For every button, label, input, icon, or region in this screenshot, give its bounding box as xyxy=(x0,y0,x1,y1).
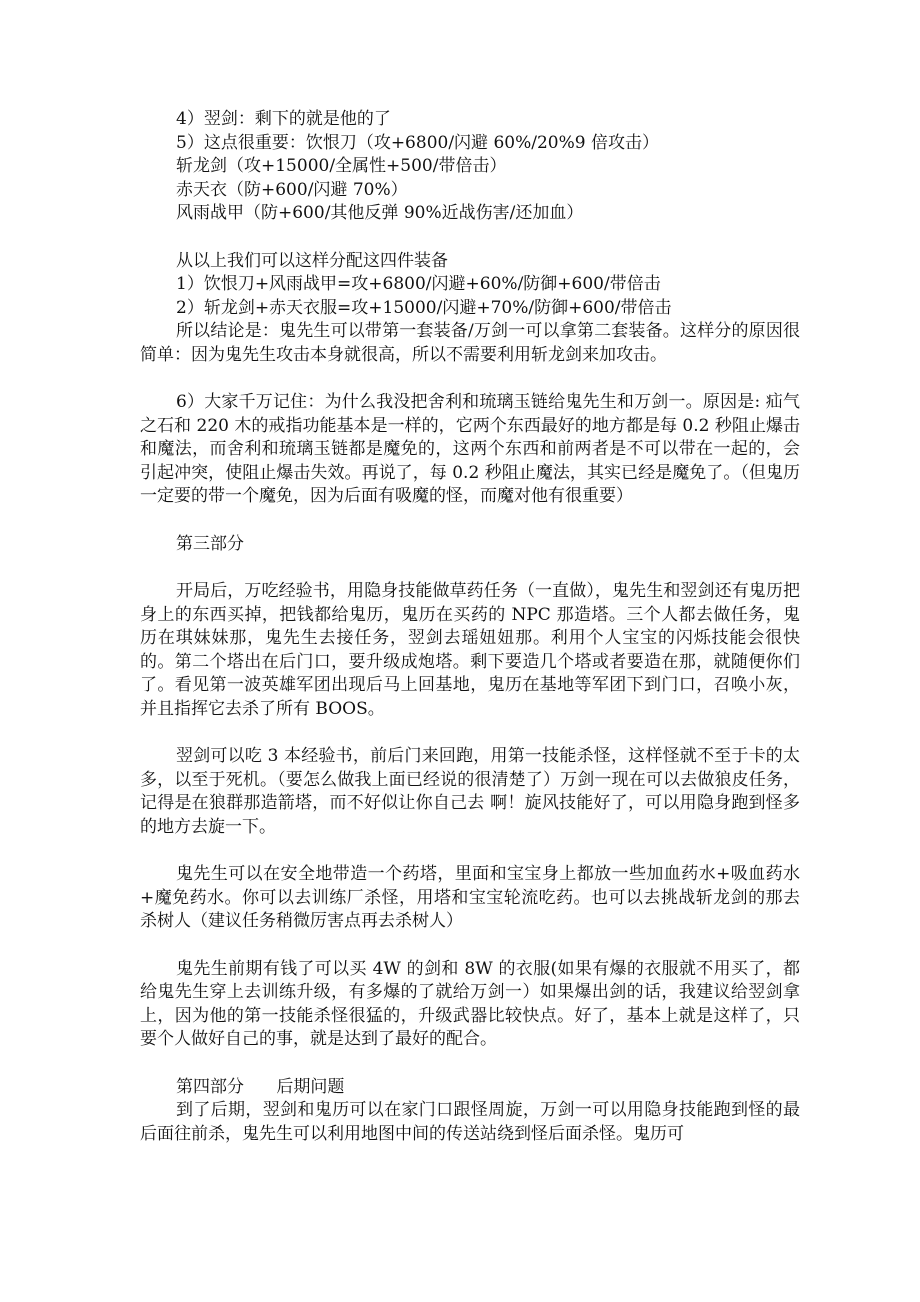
part3-paragraph-3: 鬼先生可以在安全地带造一个药塔，里面和宝宝身上都放一些加血药水+吸血药水+魔免药水。你可以去训练厂杀怪，用塔和宝宝轮流吃药。也可以去挑战斩龙剑的那去杀树人（建议任务稍微厉害点再去杀树人） xyxy=(140,864,800,931)
paragraph-gap xyxy=(140,1052,800,1076)
part4-paragraph-1: 到了后期，翌剑和鬼历可以在家门口跟怪周旋，万剑一可以用隐身技能跑到怪的最后面往前杀，鬼先生可以利用地图中间的传送站绕到怪后面杀怪。鬼历可 xyxy=(140,1100,800,1144)
section-heading-part3: 第三部分 xyxy=(176,533,244,554)
document-body xyxy=(140,108,800,1146)
allocation-item-1: 1）饮恨刀+风雨战甲=攻+6800/闪避+60%/防御+600/带倍击 xyxy=(176,274,661,294)
paragraph-gap xyxy=(140,934,800,958)
equipment-item-fengyuzhanjia: 风雨战甲（防+600/其他反弹 90%近战伤害/还加血） xyxy=(176,203,584,223)
part3-paragraph-1: 开局后，万吃经验书，用隐身技能做草药任务（一直做），鬼先生和翌剑还有鬼历把身上的东西买掉，把钱都给鬼历，鬼历在买药的 NPC 那造塔。三个人都去做任务，鬼历在琪妹妹那，鬼先生去接任务，翌剑去瑶妞妞那。利用个人宝宝的闪烁技能会很快的。第二个塔出在后门口，要升级成炮塔。剩下要造几个塔或者要造在那，就随便你们了。看见第一波英雄军团出现后马上回基地，鬼历在基地等军团下到门口，召唤小灰，并且指挥它去杀了所有 BOOS。 xyxy=(140,581,800,719)
section-heading-part4: 第四部分 后期问题 xyxy=(176,1076,345,1097)
list-item-5: 5）这点很重要：饮恨刀（攻+6800/闪避 60%/20%9 倍攻击） xyxy=(176,132,659,153)
point-6-paragraph: 6）大家千万记住：为什么我没把舍利和琉璃玉链给鬼先生和万剑一。原因是: 疝气之石和 220 木的戒指功能基本是一样的，它两个东西最好的地方都是每 0.2 秒阻止爆击和魔法，而舍利和琉璃玉链都是魔免的，这两个东西和前两者是不可以带在一起的，会引起冲突，使阻止爆击失效。再说了，每 0.2 秒阻止魔法，其实已经是魔免了。（但鬼历一定要的带一个魔免，因为后面有吸魔的怪，而魔对他有很重要） xyxy=(140,392,800,506)
conclusion-paragraph: 所以结论是：鬼先生可以带第一套装备/万剑一可以拿第二套装备。这样分的原因很简单：因为鬼先生攻击本身就很高，所以不需要利用斩龙剑来加攻击。 xyxy=(140,321,800,365)
equipment-item-zhanlongjian: 斩龙剑（攻+15000/全属性+500/带倍击） xyxy=(176,156,507,176)
equipment-item-chitianyi: 赤天衣（防+600/闪避 70%） xyxy=(176,179,408,200)
paragraph-gap xyxy=(140,721,800,745)
paragraph-gap xyxy=(140,367,800,391)
allocation-intro: 从以上我们可以这样分配这四件装备 xyxy=(176,250,448,271)
paragraph-gap xyxy=(140,509,800,533)
list-item-4: 4）翌剑：剩下的就是他的了 xyxy=(176,109,391,129)
paragraph-gap xyxy=(140,556,800,580)
paragraph-gap xyxy=(140,839,800,863)
paragraph-gap xyxy=(140,226,800,250)
allocation-item-2: 2）斩龙剑+赤天衣服=攻+15000/闪避+70%/防御+600/带倍击 xyxy=(176,297,672,318)
part3-paragraph-4: 鬼先生前期有钱了可以买 4W 的剑和 8W 的衣服(如果有爆的衣服就不用买了，都给鬼先生穿上去训练升级，有多爆的了就给万剑一）如果爆出剑的话，我建议给翌剑拿上，因为他的第一技能杀怪很猛的，升级武器比较快点。好了，基本上就是这样了，只要个人做好自己的事，就是达到了最好的配合。 xyxy=(140,958,800,1049)
part3-paragraph-2: 翌剑可以吃 3 本经验书，前后门来回跑，用第一技能杀怪，这样怪就不至于卡的太多，以至于死机。（要怎么做我上面已经说的很清楚了）万剑一现在可以去做狼皮任务，记得是在狼群那造箭塔，而不好似让你自己去 啊！旋风技能好了，可以用隐身跑到怪多的地方去旋一下。 xyxy=(140,746,800,837)
